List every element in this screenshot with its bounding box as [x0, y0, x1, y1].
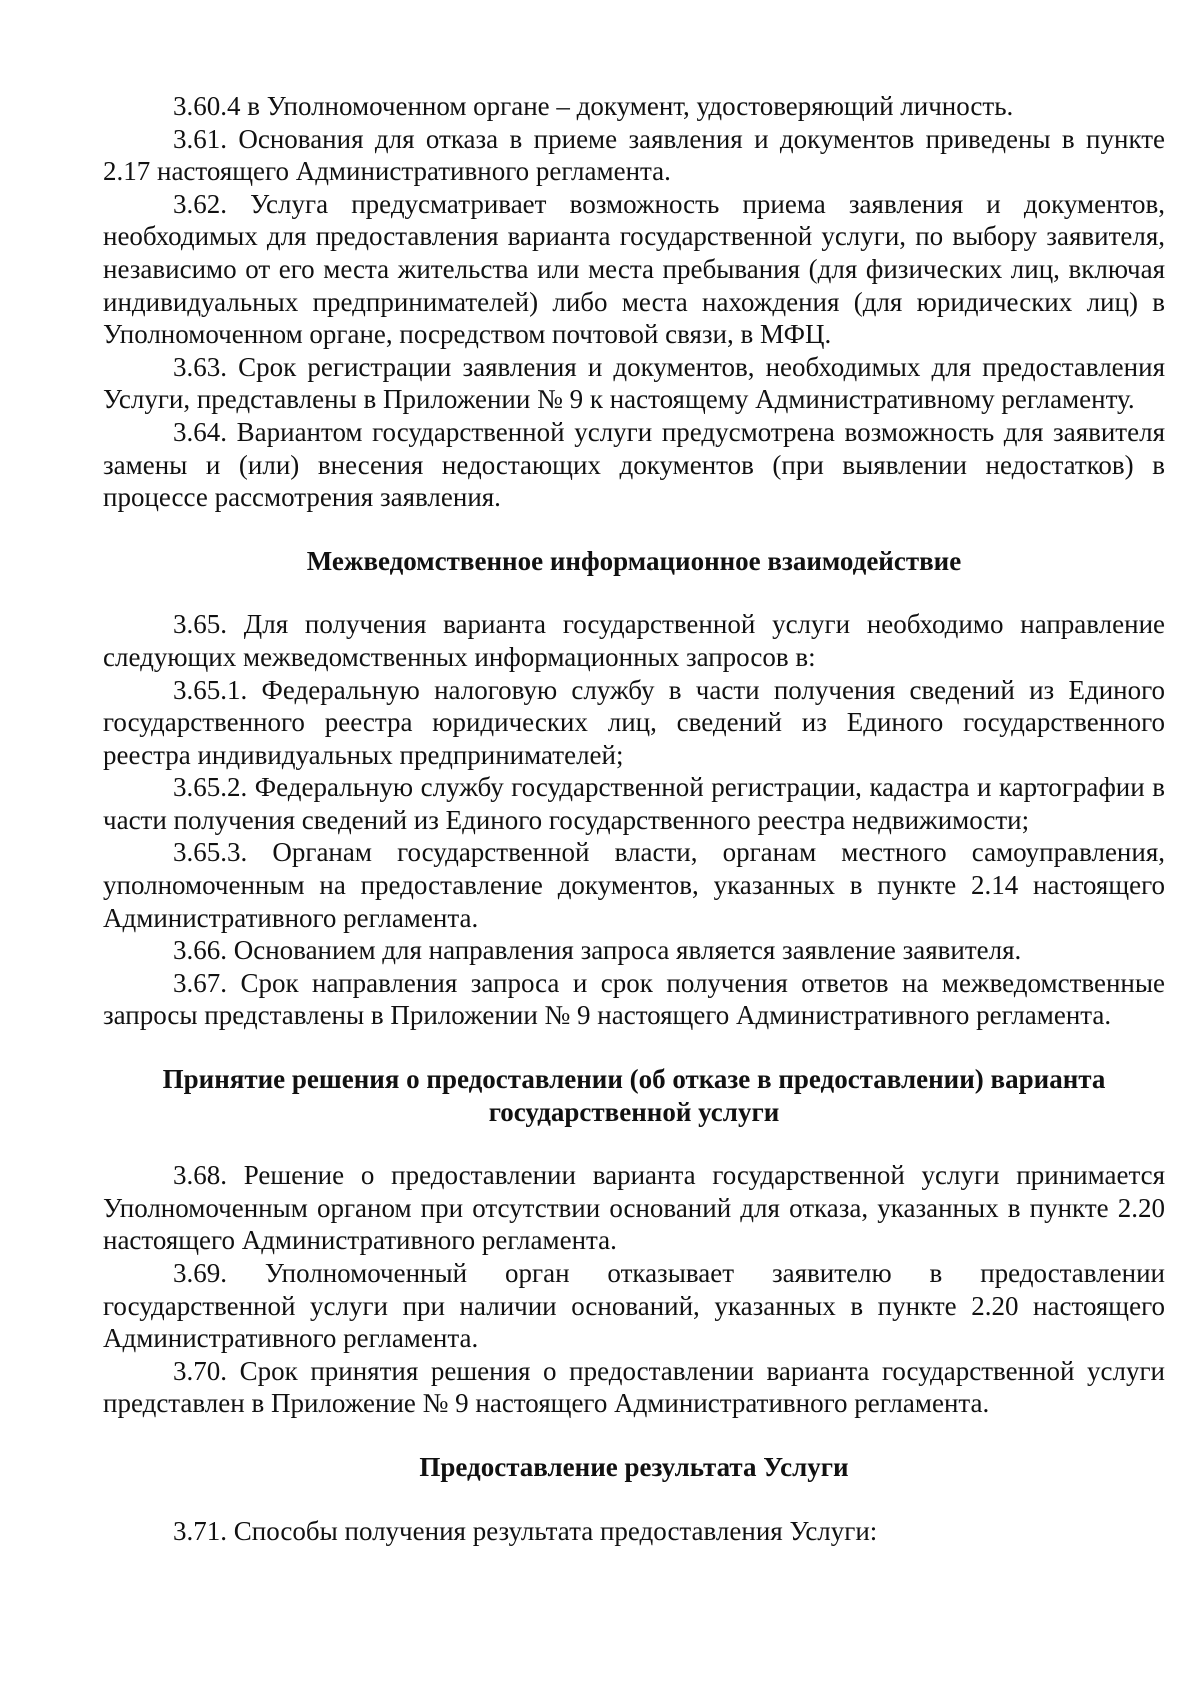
paragraph-3-62: 3.62. Услуга предусматривает возможность приема заявления и документов, необходимых для предоставления варианта государственной услуги, по выбору заявителя, независимо от его места жительства или места пребывания (для физических лиц, включая индивидуальных предпринимателей) либо места нахождения (для юридических лиц) в Уполномоченном органе, посредством почтовой связи, в МФЦ. [103, 188, 1165, 350]
paragraph-3-67: 3.67. Срок направления запроса и срок получения ответов на межведомственные запросы представлены в Приложении № 9 настоящего Административного регламента. [103, 967, 1165, 1031]
paragraph-3-69: 3.69. Уполномоченный орган отказывает заявителю в предоставлении государственной услуги при наличии оснований, указанных в пункте 2.20 настоящего Административного регламента. [103, 1258, 1165, 1354]
paragraph-3-60-4: 3.60.4 в Уполномоченном органе – документ, удостоверяющий личность. [173, 91, 1014, 121]
paragraph-3-65-2: 3.65.2. Федеральную службу государственной регистрации, кадастра и картографии в части получения сведений из Единого государственного реестра недвижимости; [103, 772, 1165, 835]
paragraph-3-63: 3.63. Срок регистрации заявления и документов, необходимых для предоставления Услуги, представлены в Приложении № 9 к настоящему Административному регламенту. [103, 351, 1165, 415]
paragraph-3-66: 3.66. Основанием для направления запроса является заявление заявителя. [173, 935, 1022, 966]
paragraph-3-71: 3.71. Способы получения результата предоставления Услуги: [173, 1515, 878, 1546]
paragraph-3-65-1: 3.65.1. Федеральную налоговую службу в части получения сведений из Единого государственного реестра юридических лиц, сведений из Единого государственного реестра индивидуальных предпринимателей; [103, 674, 1165, 770]
paragraph-3-70: 3.70. Срок принятия решения о предоставлении варианта государственной услуги представлен в Приложение № 9 настоящего Административного регламента. [103, 1355, 1165, 1419]
paragraph-3-68: 3.68. Решение о предоставлении варианта государственной услуги принимается Уполномоченным органом при отсутствии оснований для отказа, указанных в пункте 2.20 настоящего Административного регламента. [103, 1160, 1165, 1256]
heading-interagency: Межведомственное информационное взаимодействие [306, 545, 962, 576]
heading-decision: Принятие решения о предоставлении (об отказе в предоставлении) варианта государственной услуги [162, 1064, 1106, 1127]
document-page [103, 90, 1165, 1547]
paragraph-3-61: 3.61. Основания для отказа в приеме заявления и документов приведены в пункте 2.17 настоящего Административного регламента. [103, 123, 1165, 187]
paragraph-3-65: 3.65. Для получения варианта государственной услуги необходимо направление следующих межведомственных информационных запросов в: [103, 609, 1165, 672]
paragraph-3-65-3: 3.65.3. Органам государственной власти, органам местного самоуправления, уполномоченным на предоставление документов, указанных в пункте 2.14 настоящего Административного регламента. [103, 837, 1165, 933]
paragraph-3-64: 3.64. Вариантом государственной услуги предусмотрена возможность для заявителя замены и (или) внесения недостающих документов (при выявлении недостатков) в процессе рассмотрения заявления. [103, 416, 1165, 513]
heading-result: Предоставление результата Услуги [419, 1451, 849, 1482]
